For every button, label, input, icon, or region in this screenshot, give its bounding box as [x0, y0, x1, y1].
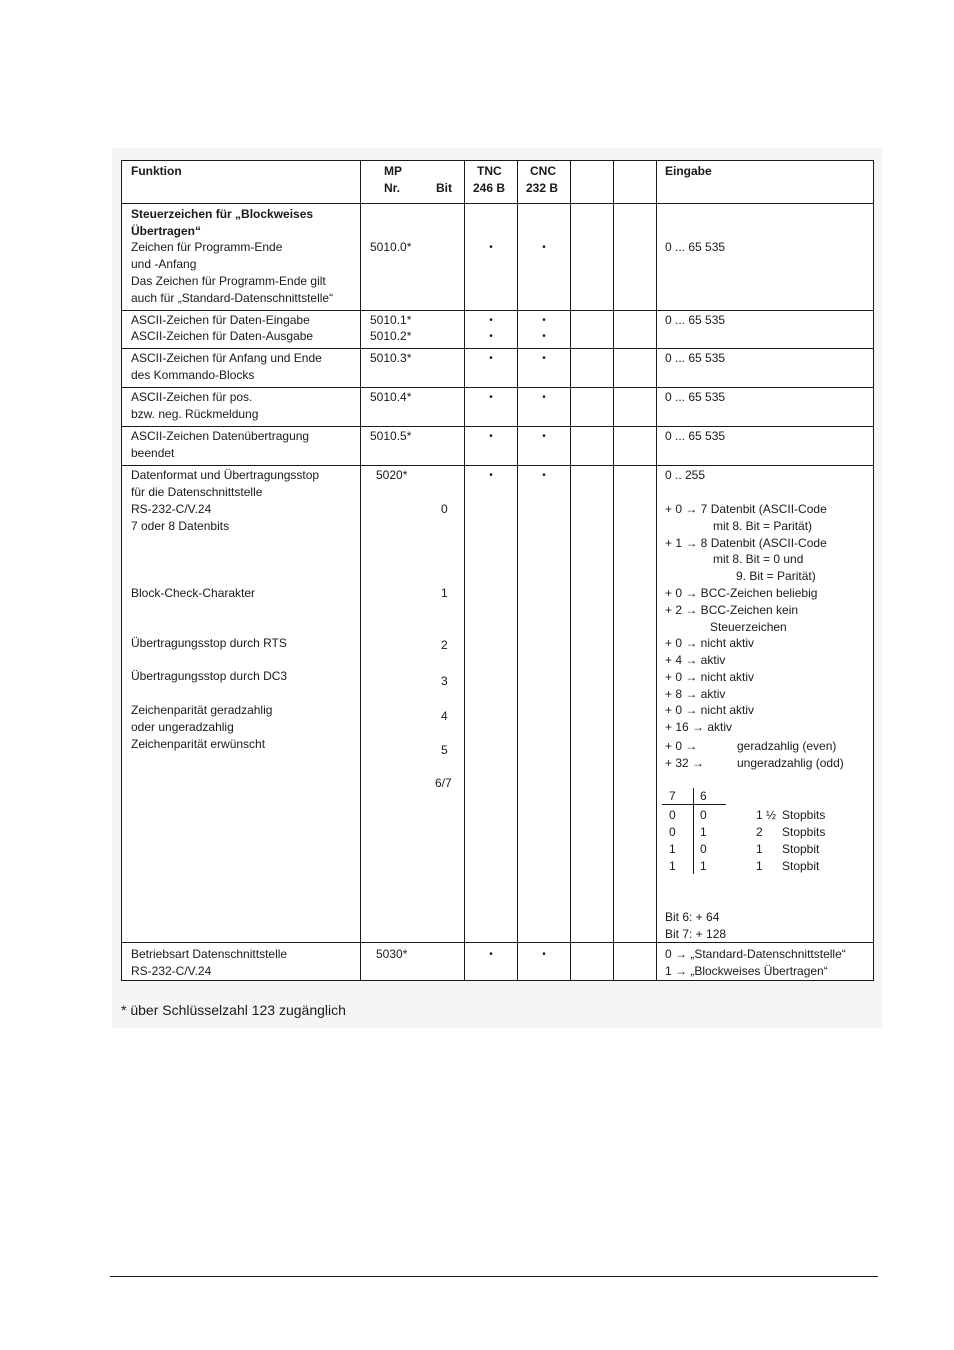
cnc-bullet: • [542, 353, 546, 364]
stop-table-cell: 0 [669, 825, 676, 839]
cnc-bullet: • [542, 242, 546, 253]
row-text: des Kommando-Blocks [131, 368, 255, 382]
eingabe-value: 0 ... 65 535 [665, 351, 726, 365]
row-text: ASCII-Zeichen für Daten-Ausgabe [131, 329, 314, 343]
sub-label: Zeichenparität erwünscht [131, 737, 266, 751]
mp-number: 5010.4* [370, 390, 412, 404]
eingabe-value: 0 ... 65 535 [665, 429, 726, 443]
row-text: ASCII-Zeichen für Daten-Eingabe [131, 313, 310, 327]
row-title: Steuerzeichen für „Blockweises [131, 207, 314, 221]
mp-number: 5010.3* [370, 351, 412, 365]
eingabe-line: + 0 → 7 Datenbit (ASCII-Code [665, 502, 827, 516]
col-divider [360, 160, 361, 981]
row-title: Übertragen“ [131, 224, 202, 238]
stop-table-cell: 1 [700, 825, 707, 839]
row-text: auch für „Standard-Datenschnittstelle“ [131, 291, 334, 305]
stop-table-cell: Stopbits [782, 825, 826, 839]
eingabe-line: + 2 → BCC-Zeichen kein [665, 603, 799, 617]
row-text: Zeichen für Programm-Ende [131, 240, 283, 254]
mp-number: 5020* [376, 468, 408, 482]
eingabe-line: + 4 → aktiv [665, 653, 726, 667]
row-text: 7 oder 8 Datenbits [131, 519, 230, 533]
eingabe-line: + 0 → nicht aktiv [665, 670, 755, 684]
mp-number: 5010.5* [370, 429, 412, 443]
bit-number: 5 [441, 743, 448, 757]
row-text: ASCII-Zeichen für pos. [131, 390, 253, 404]
header-cnc: CNC [530, 164, 556, 178]
tnc-bullet: • [489, 315, 493, 326]
col-divider [570, 160, 571, 981]
tnc-bullet: • [489, 949, 493, 960]
stop-table-cell: Stopbits [782, 808, 826, 822]
header-eingabe: Eingabe [665, 164, 712, 178]
bit6-value: Bit 6: + 64 [665, 910, 720, 924]
bit-number: 2 [441, 638, 448, 652]
tnc-bullet: • [489, 353, 493, 364]
stop-table-cell: 1 [700, 859, 707, 873]
stop-table-cell: 1 [669, 842, 676, 856]
stop-table-cell: 1 [669, 859, 676, 873]
row-divider [121, 942, 874, 943]
eingabe-value: 0 ... 65 535 [665, 390, 726, 404]
row-text: RS-232-C/V.24 [131, 502, 212, 516]
tnc-bullet: • [489, 331, 493, 342]
eingabe-line: + 8 → aktiv [665, 687, 726, 701]
eingabe-value: 0 ... 65 535 [665, 240, 726, 254]
eingabe-line: + 1 → 8 Datenbit (ASCII-Code [665, 536, 827, 550]
header-cnc-model: 232 B [526, 181, 559, 195]
cnc-bullet: • [542, 331, 546, 342]
cnc-bullet: • [542, 470, 546, 481]
row-text: beendet [131, 446, 175, 460]
row-divider [121, 310, 874, 311]
eingabe-line: 9. Bit = Parität) [736, 569, 816, 583]
col-divider [656, 160, 657, 981]
stop-table-cell: Stopbit [782, 859, 820, 873]
cnc-bullet: • [542, 392, 546, 403]
footnote: * über Schlüsselzahl 123 zugänglich [121, 1002, 346, 1018]
mp-number: 5010.1* [370, 313, 412, 327]
stop-table-cell: 1 [756, 842, 763, 856]
row-divider [121, 426, 874, 427]
eingabe-line: mit 8. Bit = 0 und [713, 552, 804, 566]
eingabe-line: + 0 → nicht aktiv [665, 703, 755, 717]
row-text: Datenformat und Übertragungsstop [131, 468, 320, 482]
eingabe-line: + 32 → [665, 756, 705, 770]
eingabe-line: ungeradzahlig (odd) [737, 756, 844, 770]
bit7-value: Bit 7: + 128 [665, 927, 727, 941]
row-text: ASCII-Zeichen für Anfang und Ende [131, 351, 322, 365]
eingabe-line: geradzahlig (even) [737, 739, 837, 753]
eingabe-line: + 16 → aktiv [665, 720, 733, 734]
bit-number: 1 [441, 586, 448, 600]
stop-table-head: 7 [669, 789, 676, 803]
header-funktion: Funktion [131, 164, 182, 178]
eingabe-line: + 0 → nicht aktiv [665, 636, 755, 650]
eingabe-value: 0 .. 255 [665, 468, 706, 482]
sub-label: Zeichenparität geradzahlig [131, 703, 273, 717]
row-text: Betriebsart Datenschnittstelle [131, 947, 288, 961]
stop-table-rule [693, 788, 694, 874]
sub-label: Übertragungsstop durch RTS [131, 636, 287, 650]
row-text: Das Zeichen für Programm-Ende gilt [131, 274, 326, 288]
tnc-bullet: • [489, 242, 493, 253]
row-divider [121, 465, 874, 466]
eingabe-line: + 0 → [665, 739, 698, 753]
sub-label: oder ungeradzahlig [131, 720, 234, 734]
cnc-bullet: • [542, 949, 546, 960]
bit-number: 6/7 [435, 776, 452, 790]
row-text: für die Datenschnittstelle [131, 485, 263, 499]
tnc-bullet: • [489, 431, 493, 442]
col-divider [464, 160, 465, 981]
stop-table-cell: 2 [756, 825, 763, 839]
col-divider [613, 160, 614, 981]
tnc-bullet: • [489, 470, 493, 481]
sub-label: Block-Check-Charakter [131, 586, 256, 600]
stop-table-cell: 0 [700, 808, 707, 822]
page-bottom-rule [110, 1276, 878, 1277]
row-text: und -Anfang [131, 257, 197, 271]
stop-table-head: 6 [700, 789, 707, 803]
header-tnc: TNC [477, 164, 502, 178]
eingabe-value: 0 ... 65 535 [665, 313, 726, 327]
sub-label: Übertragungsstop durch DC3 [131, 669, 288, 683]
header-nr: Nr. [384, 181, 401, 195]
stop-table-cell: 1 [756, 859, 763, 873]
cnc-bullet: • [542, 315, 546, 326]
header-tnc-model: 246 B [473, 181, 506, 195]
mp-number: 5010.0* [370, 240, 412, 254]
stop-table-cell: 0 [669, 808, 676, 822]
eingabe-line: mit 8. Bit = Parität) [713, 519, 813, 533]
eingabe-line: 1 → „Blockweises Übertragen“ [665, 964, 828, 978]
stop-table-cell: 0 [700, 842, 707, 856]
row-text: bzw. neg. Rückmeldung [131, 407, 259, 421]
header-bit: Bit [436, 181, 452, 195]
row-text: ASCII-Zeichen Datenübertragung [131, 429, 310, 443]
bit-number: 0 [441, 502, 448, 516]
row-divider [121, 348, 874, 349]
mp-number: 5010.2* [370, 329, 412, 343]
eingabe-line: + 0 → BCC-Zeichen beliebig [665, 586, 818, 600]
cnc-bullet: • [542, 431, 546, 442]
col-divider [517, 160, 518, 981]
bit-number: 3 [441, 674, 448, 688]
bit-number: 4 [441, 709, 448, 723]
row-text: RS-232-C/V.24 [131, 964, 212, 978]
row-divider [121, 387, 874, 388]
header-mp: MP [384, 164, 402, 178]
eingabe-line: Steuerzeichen [710, 620, 787, 634]
row-divider [121, 203, 874, 204]
eingabe-line: 0 → „Standard-Datenschnittstelle“ [665, 947, 846, 961]
stop-table-cell: Stopbit [782, 842, 820, 856]
stop-table-cell: 1 ½ [756, 808, 777, 822]
mp-number: 5030* [376, 947, 408, 961]
tnc-bullet: • [489, 392, 493, 403]
